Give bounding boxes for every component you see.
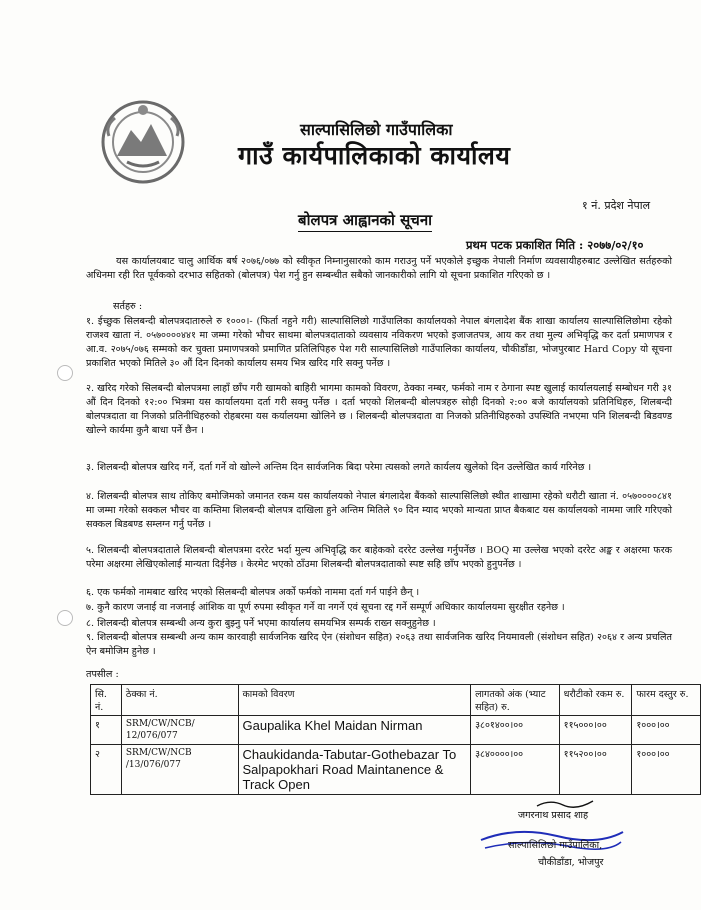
table-header-row bbox=[91, 685, 701, 716]
col-header-tender-no: ठेक्का नं. bbox=[121, 685, 238, 716]
col-header-fee: फारम दस्तुर रु. bbox=[632, 685, 701, 716]
condition-item: ८. शिलबन्दी बोलपत्र सम्बन्धी अन्य कुरा बुझ्नु पर्ने भएमा कार्यालय समयभित्र सम्पर्क राख्न सक्नुहुनेछ । bbox=[86, 618, 436, 629]
cell-tender-no: SRM/CW/NCB/ 12/076/077 bbox=[121, 716, 238, 745]
cell-cost: ३८४००००।०० bbox=[471, 745, 560, 795]
publish-date: प्रथम पटक प्रकाशित मिति : २०७७/०२/१० bbox=[466, 238, 644, 252]
cell-description: Chaukidanda-Tabutar-Gothebazar To Salpapokhari Road Maintanence & Track Open bbox=[238, 745, 471, 795]
signer-office: साल्पासिलिछो गाउँपालिका, bbox=[508, 840, 603, 851]
province-label: १ नं. प्रदेश नेपाल bbox=[582, 199, 651, 212]
signer-name: जगरनाथ प्रसाद शाह bbox=[518, 810, 589, 821]
col-header-sn: सि. नं. bbox=[91, 685, 122, 716]
nepal-emblem-icon bbox=[97, 96, 189, 188]
condition-item: १. ईच्छुक सिलबन्दी बोलपत्रदातारुले रु १०००।- (फिर्ता नहुने गरी) साल्पासिलिछो गाउँपालिका कार्यालयको नेपाल बंगलादेश बैंक शाखा कार्यालय साल्पासिलिछोमा रहेको राजश्व खाता नं. ०५७००००४४१ मा जम्मा गरेको भौचर साथमा बोलपत्रदाताको व्यवसाय नविकरण भएको इजाजतपत्र, आय कर तथा मुल्य अभिवृद्धि कर दर्ता प्रमाणपत्र र आ.व. २०७५/०७६ सम्मको कर चुक्ता प्रमाणपत्रको प्रमाणित प्रतिलिपिहरु पेश गरी साल्पासिलिछो गाउँपालिका कार्यालय, चौकीडाँडा, भोजपुरबाट Hard Copy यो सूचना प्रकाशित भएको मितिले ३० औं दिन दिनको कार्यालय समय भित्र खरिद गरि सक्नु पर्नेछ । bbox=[86, 316, 672, 369]
intro-paragraph: यस कार्यालयबाट चालु आर्थिक बर्ष २०७६/०७७ को स्वीकृत निम्नानुसारको काम गराउनु पर्ने भएकोले इच्छुक नेपाली निर्माण व्यवसायीहरुबाट उल्लेखित सर्तहरुको अधिनमा रही रित पूर्वकको दरभाउ सहितको (बोलपत्र) पेश गर्नु हुन सम्बन्धीत सबैको जानकारीको लागि यो सूचना प्रकाशित गरिएको छ । bbox=[86, 256, 672, 281]
cell-deposit: ११५०००।०० bbox=[559, 716, 632, 745]
condition-item: ९. शिलबन्दी बोलपत्र सम्बन्धी अन्य काम कारवाही सार्वजनिक खरिद ऐन (संशोधन सहित) २०६३ तथा सार्वजनिक खरिद नियमावली (संशोधन सहित) २०६४ र अन्य प्रचलित ऐन बमोजिम हुनेछ । bbox=[86, 632, 672, 657]
condition-item: ३. शिलबन्दी बोलपत्र खरिद गर्ने, दर्ता गर्ने वो खोल्ने अन्तिम दिन सार्वजनिक बिदा परेमा त्यसको लगते कार्यलय खुलेको दिन उल्लेखित कार्य गरिनेछ । bbox=[86, 462, 592, 473]
signer-address: चौकीडाँडा, भोजपुर bbox=[538, 857, 604, 868]
cell-fee: १०००।०० bbox=[632, 716, 701, 745]
condition-item: २. खरिद गरेको सिलबन्दी बोलपत्रमा लाहाँ छाँप गरी खामको बाहिरी भागमा कामको विवरण, ठेक्का नम्बर, फर्मको नाम र ठेगाना स्पष्ट खुलाई कार्यालयलाई सम्बोधन गरी ३१ औं दिन दिनको १२:०० भित्रमा यस कार्यालयमा दर्ता गरी सक्नु पर्नेछ । दर्ता भएको शिलबन्दी बोलपत्रहरु सोही दिनको २:०० बजे कार्यालयको प्रतिनिधिहरु, शिलबन्दी बोलपत्रदाता वा निजको प्रतिनीधिहरुको रोहबरमा यस कर्यालयमा खोलिने छ । शिलबन्दी बोलपत्रदाता वा निजको प्रतिनीधिहरुको उपस्थिति नभएमा पनि शिलबन्दी बिडवण्ड खोल्ने कार्यमा कुनै बाधा पर्ने छैन । bbox=[86, 383, 672, 436]
cell-fee: १०००।०० bbox=[632, 745, 701, 795]
terms-label: सर्तहरु : bbox=[113, 301, 143, 312]
col-header-description: कामको विवरण bbox=[238, 685, 471, 716]
cell-tender-no: SRM/CW/NCB /13/076/077 bbox=[121, 745, 238, 795]
cell-sn: १ bbox=[91, 716, 122, 745]
details-label: तपसील : bbox=[86, 669, 119, 680]
cell-sn: २ bbox=[91, 745, 122, 795]
table-row bbox=[91, 745, 701, 795]
office-name: गाउँ कार्यपालिकाको कार्यालय bbox=[238, 141, 511, 170]
condition-item: ७. कुनै कारण जनाई वा नजनाई आंशिक वा पूर्ण रुपमा स्वीकृत गर्ने वा नगर्ने एवं सूचना रद्द गर्ने सम्पूर्ण अधिकार कार्यालयमा सुरक्षीत रहनेछ । bbox=[86, 602, 565, 613]
col-header-deposit: धरौटीको रकम रु. bbox=[559, 685, 632, 716]
cell-description: Gaupalika Khel Maidan Nirman bbox=[238, 716, 471, 745]
notice-title: बोलपत्र आह्वानको सूचना bbox=[298, 210, 432, 232]
table-row bbox=[91, 716, 701, 745]
cell-cost: ३८०१४००।०० bbox=[471, 716, 560, 745]
col-header-cost: लागतको अंक (भ्याट सहित) रु. bbox=[471, 685, 560, 716]
condition-item: ५. शिलबन्दी बोलपत्रदाताले शिलबन्दी बोलपत्रमा दररेट भर्दा मुल्य अभिवृद्धि कर बाहेकको दररेट उल्लेख गर्नुपर्नेछ । BOQ मा उल्लेख भएको दररेट अङ्क र अक्षरमा फरक परेमा अक्षरमा लेखिएकोलाई मान्यता दिईनेछ । केरमेट भएको ठाँउमा शिलबन्दी बोलपत्रदाताको स्पष्ट सहि छाँप भएको हुनुपर्नेछ । bbox=[86, 545, 672, 570]
municipality-name: साल्पासिलिछो गाउँपालिका bbox=[300, 120, 453, 139]
condition-item: ४. शिलबन्दी बोलपत्र साथ तोकिए बमोजिमको जमानत रकम यस कार्यालयको नेपाल बंगलादेश बैंकको साल्पासिलिछो स्थीत शाखामा रहेको धरौटी खाता नं. ०५७००००८४१ मा जम्मा गरेको सक्कल भौचर वा कम्तिमा शिलबन्दी बोलपत्र दाखिला हुने अन्तिम मितिले ९० दिन म्याद भएको मान्यता प्राप्त बैकबाट यस कार्यालयको नाममा जारि गरिएको सक्कल बिडबण्ड सम्लग्न गर्नु पर्नेछ । bbox=[86, 491, 672, 530]
punch-hole bbox=[57, 610, 73, 626]
condition-item: ६. एक फर्मको नामबाट खरिद भएको सिलबन्दी बोलपत्र अर्को फर्मको नाममा दर्ता गर्न पाईने छैन् । bbox=[86, 587, 420, 598]
cell-deposit: ११५२००।०० bbox=[559, 745, 632, 795]
tender-table bbox=[90, 684, 701, 795]
punch-hole bbox=[57, 365, 73, 381]
